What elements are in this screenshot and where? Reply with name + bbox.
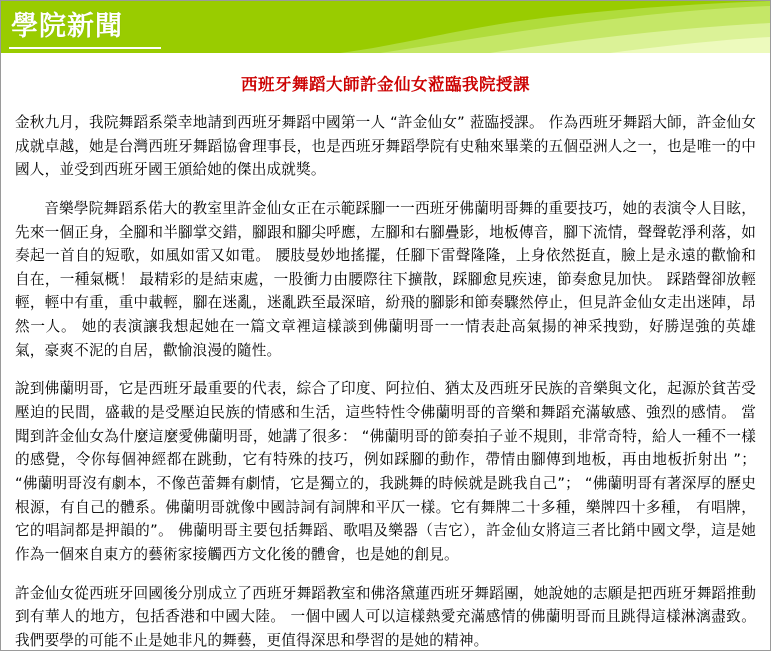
- article-paragraph: 說到佛蘭明哥，它是西班牙最重要的代表，綜合了印度、阿拉伯、猶太及西班牙民族的音樂與文化，起源於貧苦受壓迫的民間，盛載的是受壓迫民族的情感和生活，這些特性令佛蘭明哥的音樂和舞蹈充滿敏感、強烈的感情。 當聞到許金仙女為什麼這麼愛佛蘭明哥，她講了很多： “佛蘭明哥的節奏拍子並不規則，非常奇特，給人一種不一樣的感覺，令你每個神經都在跳動，它有特殊的技巧，例如踩腳的動作，帶情由腳傳到地板，再由地板折射出 ”； “佛蘭明哥沒有劇本，不像芭蕾舞有劇情，它是獨立的，我跳舞的時候就是跳我自己”； “佛蘭明哥有著深厚的歷史根源，有自己的體系。佛蘭明哥就像中國詩詞有詞牌和平仄一樣。它有舞牌二十多種，樂牌四十多種， 有唱牌，它的唱詞都是押韻的”。 佛蘭明哥主要包括舞蹈、歌唱及樂器（吉它），許金仙女將這三者比銷中國文學，這是她作為一個來自東方的藝術家接觸西方文化後的體會，也是她的創見。: [15, 380, 756, 563]
- article-paragraph: 金秋九月，我院舞蹈系榮幸地請到西班牙舞蹈中國第一人 “許金仙女” 蒞臨授課。 作為西班牙舞蹈大師，許金仙女成就卓越，她是台灣西班牙舞蹈協會理事長，也是西班牙舞蹈學院有史釉來畢業的五個亞洲人之一，也是唯一的中國人，並受到西班牙國王頒給她的傑出成就獎。: [15, 114, 756, 179]
- article-paragraph: 許金仙女從西班牙回國後分別成立了西班牙舞蹈教室和佛洛黛蓮西班牙舞蹈團，她說她的志願是把西班牙舞蹈推動到有華人的地方，包括香港和中國大陸。 一個中國人可以這樣熱愛充滿感情的佛蘭明哥而且跳得這樣淋漓盡致。 我們要學的可能不止是她非凡的舞藝，更值得深思和學習的是她的精神。: [15, 584, 756, 649]
- article-paragraph: 音樂學院舞蹈系偌大的教室里許金仙女正在示範踩腳一一西班牙佛蘭明哥舞的重要技巧，她的表演令人目眩，先來一個正身，全腳和半腳掌交錯，腳跟和腳尖呼應，左腳和右腳疊影，地板傳音，腳下流情，聲聲乾淨利落，如奏起一首自的短歌，如風如雷又如電。 腰肢曼妙地搖擺，任腳下雷聲隆隆，上身依然挺直，臉上是永遠的歡愉和自在，一種氣概！ 最精彩的是結束處，一股衝力由腰際往下擴散，踩腳愈見疾速，節奏愈見加快。 踩踏聲卻放輕輕，輕中有重，重中載輕，腳在迷亂，迷亂跌至最深暗，紛飛的腳影和節奏驟然停止，但見許金仙女走出迷陣，昂然一人。 她的表演讓我想起她在一篇文章裡這樣談到佛蘭明哥一一情表赴高氣揚的神采拽勁，好勝逞強的英雄氣，豪爽不泥的自居，歡愉浪漫的隨性。: [15, 199, 756, 359]
- page-title: 西班牙舞蹈大師許金仙女蒞臨我院授課: [241, 75, 530, 94]
- article-body: [1, 71, 770, 652]
- page-banner: [1, 1, 770, 53]
- banner-swoosh-decoration: [340, 1, 770, 53]
- banner-title: 學院新聞: [11, 11, 123, 42]
- banner-title-underline: [9, 47, 161, 49]
